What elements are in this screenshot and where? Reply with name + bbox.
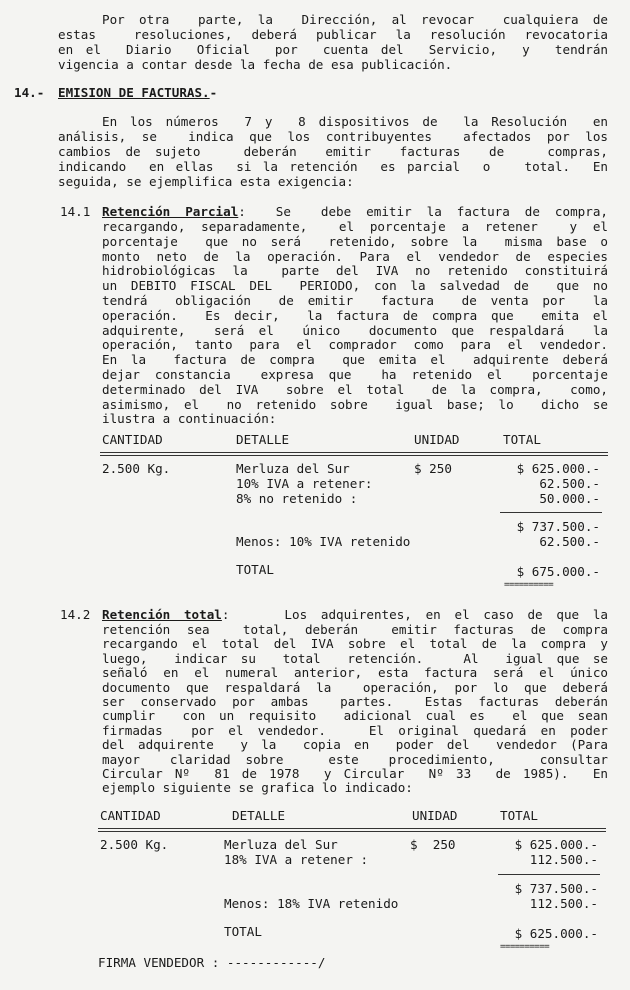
- section-heading: [58, 86, 217, 100]
- table2-amount: $ 625.000.-: [514, 837, 598, 852]
- table1-amount: $ 625.000.-: [516, 461, 600, 476]
- subsection-body-line: luego, indicar su total retención. Al igual que se: [102, 650, 608, 666]
- subsection-body-line: operación. Es decir, la factura de compra que emita el: [102, 307, 608, 323]
- subsection-body-line: señaló en el numeral anterior, esta factura será el único: [102, 665, 608, 681]
- table1-amount: 50.000.-: [539, 491, 600, 506]
- subsection-body-line: un DEBITO FISCAL DEL PERIODO, con la salvedad de que no: [102, 278, 608, 294]
- subsection-body-line: del adquirente y la copia en poder del vendedor (Para: [102, 737, 608, 753]
- table1-unit-price: $ 250: [414, 461, 452, 476]
- subsection-body-line: monto neto de la operación. Para el vendedor de especies: [102, 248, 608, 264]
- table2-detail: Merluza del Sur: [224, 837, 338, 852]
- table1-header-total: TOTAL: [503, 432, 541, 447]
- table1-header-rule: [100, 452, 608, 453]
- table2-detail: 18% IVA a retener :: [224, 852, 369, 867]
- subsection-body-line: hidrobiológicas la parte del IVA no retenido constituirá: [102, 263, 608, 279]
- subsection-body-line: determinado del IVA sobre el total de la compra, como,: [102, 381, 608, 397]
- table2-less-label: Menos: 18% IVA retenido: [224, 896, 399, 911]
- table2-header-rule: [98, 831, 606, 832]
- subsection-body-line: tendrá obligación de emitir factura de venta por la: [102, 293, 608, 308]
- table2-header-total: TOTAL: [500, 808, 538, 823]
- intro-line: en el Diario Oficial por cuenta del Servicio, y tendrán: [58, 42, 608, 57]
- table1-subtotal: $ 737.500.-: [516, 519, 600, 534]
- table2-quantity: 2.500 Kg.: [100, 837, 169, 852]
- subsection-body-line: recargando, separadamente, el porcentaje a retener y el: [102, 219, 608, 234]
- table2-subtotal: $ 737.500.-: [514, 881, 598, 896]
- table1-quantity: 2.500 Kg.: [102, 461, 171, 476]
- intro-line: vigencia a contar desde la fecha de esa publicación.: [58, 57, 453, 72]
- table2-subtotal-rule: [498, 874, 600, 875]
- subsection-body-line: adquirente, será el único documento que respaldará la: [102, 322, 608, 338]
- table2-unit-price: $ 250: [410, 837, 456, 852]
- subsection-body-line: documento que respaldará la operación, por lo que deberá: [102, 679, 608, 695]
- table1-total-value: $ 675.000.-: [516, 564, 600, 579]
- intro-line: Por otra parte, la Dirección, al revocar cualquiera de: [102, 12, 608, 27]
- subsection-body-line: porcentaje que no será retenido, sobre la misma base o: [102, 233, 608, 249]
- table2-double-rule: ==========: [500, 942, 550, 952]
- table1-subtotal-rule: [500, 512, 602, 513]
- subsection-title: Retención total: [102, 607, 222, 622]
- subsection-first-line: [102, 608, 608, 622]
- table1-double-rule: ==========: [504, 580, 554, 590]
- table2-amount: 112.500.-: [529, 852, 598, 867]
- table1-header-rule: [100, 455, 608, 456]
- table1-detail: 8% no retenido :: [236, 491, 358, 506]
- subsection-body-line: operación, tanto para el comprador como para el vendedor.: [102, 337, 608, 353]
- section-title-suffix: -: [209, 85, 218, 100]
- table2-header-unidad: UNIDAD: [412, 808, 458, 823]
- table1-header-detalle: DETALLE: [236, 432, 290, 447]
- subsection-number: 14.2: [60, 607, 91, 622]
- intro-line: estas resoluciones, deberá publicar la resolución revocatoria: [58, 27, 608, 42]
- subsection-first-line: [102, 205, 608, 219]
- table2-total-value: $ 625.000.-: [514, 926, 598, 941]
- section-paragraph-line: seguida, se ejemplifica esta exigencia:: [58, 174, 354, 189]
- subsection-body-line: ilustra a continuación:: [102, 411, 277, 427]
- subsection-number: 14.1: [60, 204, 91, 219]
- subsection-body-line: asimismo, el no retenido sobre igual base; lo dicho se: [102, 396, 608, 412]
- table2-header-cantidad: CANTIDAD: [100, 808, 161, 823]
- subsection-body-line: firmadas por el vendedor. El original quedará en poder: [102, 722, 608, 738]
- subsection-body-line: En la factura de compra que emita el adquirente deberá: [102, 352, 608, 368]
- section-paragraph-line: En los números 7 y 8 dispositivos de la Resolución en: [102, 114, 608, 129]
- seller-signature-line: FIRMA VENDEDOR : ------------/: [98, 955, 326, 970]
- table1-detail: Merluza del Sur: [236, 461, 350, 476]
- table2-header-detalle: DETALLE: [232, 808, 286, 823]
- table1-header-cantidad: CANTIDAD: [102, 432, 163, 447]
- subsection-body-line: recargando el total del IVA sobre el total de la compra y: [102, 636, 608, 652]
- section-number: 14.-: [14, 85, 45, 100]
- subsection-body-line: Circular Nº 81 de 1978 y Circular Nº 33 de 1985). En: [102, 766, 608, 781]
- subsection-body-line: cumplir con un requisito adicional cual es el que sean: [102, 708, 608, 724]
- subsection-body-line: retención sea total, deberán emitir facturas de compra: [102, 622, 608, 637]
- table1-amount: 62.500.-: [539, 476, 600, 491]
- section-paragraph-line: cambios de sujeto deberán emitir facturas de compras,: [58, 144, 608, 159]
- subsection-first-line-text: : Se debe emitir la factura de compra,: [238, 204, 608, 219]
- table1-header-unidad: UNIDAD: [414, 432, 460, 447]
- subsection-first-line-text: : Los adquirentes, en el caso de que la: [221, 607, 608, 622]
- table1-detail: 10% IVA a retener:: [236, 476, 373, 491]
- subsection-body-line: ejemplo siguiente se grafica lo indicado:: [102, 780, 413, 796]
- table1-less-value: 62.500.-: [539, 534, 600, 549]
- subsection-body-line: dejar constancia expresa que ha retenido el porcentaje: [102, 367, 608, 382]
- subsection-body-line: ser conservado por ambas partes. Estas facturas deberán: [102, 694, 608, 709]
- subsection-title: Retención Parcial: [102, 204, 239, 219]
- section-title: EMISION DE FACTURAS.: [58, 85, 210, 100]
- section-paragraph-line: indicando en ellas si la retención es parcial o total. En: [58, 159, 608, 174]
- table1-total-label: TOTAL: [236, 562, 274, 577]
- table1-less-label: Menos: 10% IVA retenido: [236, 534, 411, 549]
- table2-less-value: 112.500.-: [529, 896, 598, 911]
- subsection-body-line: mayor claridad sobre este procedimiento, consultar: [102, 751, 608, 767]
- table2-header-rule: [98, 828, 606, 829]
- table2-total-label: TOTAL: [224, 924, 262, 939]
- section-paragraph-line: análisis, se indica que los contribuyentes afectados por los: [58, 129, 608, 144]
